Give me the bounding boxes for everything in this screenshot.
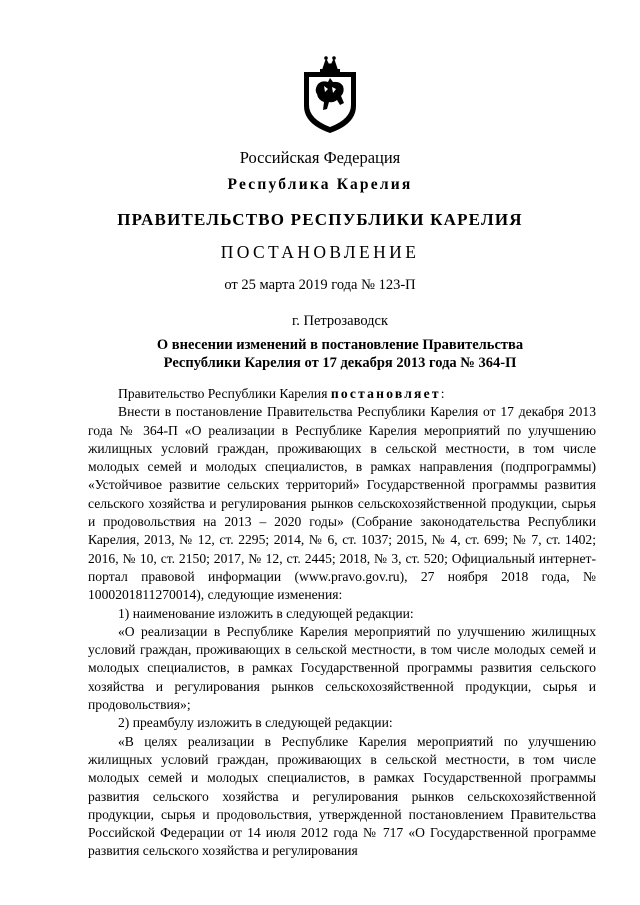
item-1-paragraph: 1) наименование изложить в следующей редакции:	[118, 605, 414, 621]
document-type-heading: ПОСТАНОВЛЕНИЕ	[220, 242, 420, 262]
quote-paragraph: «О реализации в Республике Карелия мероприятий по улучшению жилищных условий граждан, проживающих в сельской местности, в том числе молодых семей и молодых специалистов, в рамках Государственной программы развития сельского хозяйства и регулирования рынков сельскохозяйственной продукции, сырья и продовольствия»;	[88, 623, 596, 713]
document-body	[88, 385, 596, 861]
intro-suffix: :	[440, 386, 445, 401]
country-heading: Российская Федерация	[239, 148, 401, 167]
preamble-paragraph: «В целях реализации в Республике Карелия мероприятий по улучшению жилищных условий граждан, проживающих в сельской местности, в том числе молодых семей и молодых специалистов, в рамках Государственной программы развития сельского хозяйства и регулирования рынков сельскохозяйственной продукции, сырья и продовольствия, утвержденной постановлением Правительства Российской Федерации от 14 июля 2012 года № 717 «О Государственной программе развития сельского хозяйства и регулирования	[88, 733, 596, 859]
date-number: от 25 марта 2019 года № 123-П	[224, 277, 416, 293]
karelia-coat-of-arms-icon	[300, 56, 360, 134]
city: г. Петрозаводск	[291, 313, 389, 329]
item-2-paragraph: 2) преамбулу изложить в следующей редакции:	[118, 715, 393, 731]
intro-paragraph	[88, 385, 596, 403]
government-heading: ПРАВИТЕЛЬСТВО РЕСПУБЛИКИ КАРЕЛИЯ	[117, 210, 523, 229]
republic-heading: Республика Карелия	[227, 176, 413, 193]
document-title-line: Республики Карелия от 17 декабря 2013 года № 364-П	[163, 355, 517, 371]
intro-resolves: постановляет	[330, 386, 441, 401]
amendment-paragraph: Внести в постановление Правительства Республики Карелия от 17 декабря 2013 года № 364-П «О реализации в Республике Карелия мероприятий по улучшению жилищных условий граждан, проживающих в сельской местности, в том числе молодых семей и молодых специалистов, в рамках направления (подпрограммы) «Устойчивое развитие сельских территорий» Государственной программы развития сельского хозяйства и регулирования рынков сельскохозяйственной продукции, сырья и продовольствия на 2013 – 2020 годы» (Собрание законодательства Республики Карелия, 2013, № 12, ст. 2295; 2014, № 6, ст. 1037; 2015, № 4, ст. 699; № 7, ст. 1402; 2016, № 10, ст. 2150; 2017, № 12, ст. 2445; 2018, № 3, ст. 520; Официальный интернет-портал правовой информации (www.pravo.gov.ru), 27 ноября 2018 года, № 1000201811270014), следующие изменения:	[88, 404, 596, 603]
intro-prefix: Правительство Республики Карелия	[118, 386, 331, 401]
document-title-line: О внесении изменений в постановление Правительства	[156, 337, 524, 353]
document-title	[20, 336, 640, 372]
